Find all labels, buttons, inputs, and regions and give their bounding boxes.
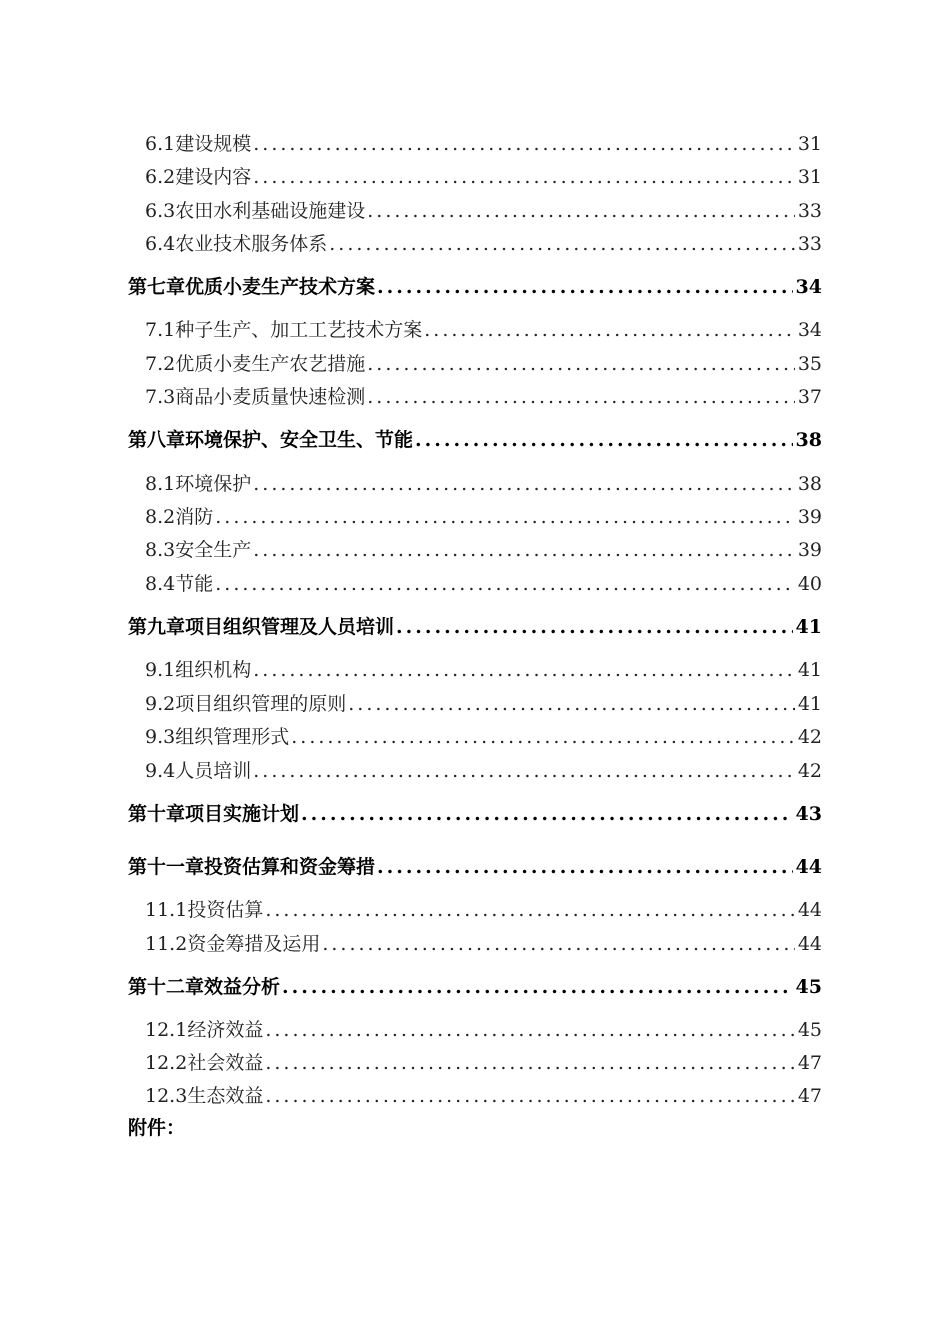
toc-section-entry[interactable] <box>145 569 822 595</box>
toc-entry-page: 33 <box>797 233 822 255</box>
toc-entry-number: 12.2 <box>145 1052 188 1074</box>
toc-entry-page: 44 <box>797 899 822 921</box>
toc-entry-number: 7.1 <box>145 319 176 341</box>
toc-leader-dots <box>291 726 795 748</box>
toc-entry-title: 项目组织管理及人员培训 <box>185 616 395 638</box>
toc-entry-number: 9.1 <box>145 659 176 681</box>
toc-entry-page: 44 <box>795 856 822 878</box>
toc-entry-page: 31 <box>797 166 822 188</box>
toc-entry-title: 项目组织管理的原则 <box>175 693 347 715</box>
toc-leader-dots <box>253 133 795 155</box>
toc-entry-page: 43 <box>795 803 822 825</box>
toc-entry-title: 投资估算和资金筹措 <box>204 856 376 878</box>
toc-leader-dots <box>265 1019 794 1041</box>
toc-entry-number: 9.3 <box>145 726 176 748</box>
toc-leader-dots <box>322 933 794 955</box>
toc-entry-title: 环境保护 <box>175 473 252 495</box>
toc-entry-title: 环境保护、安全卫生、节能 <box>185 429 414 451</box>
toc-entry-title: 商品小麦质量快速检测 <box>175 386 366 408</box>
toc-entry-title: 人员培训 <box>175 760 252 782</box>
toc-chapter-entry[interactable] <box>128 972 822 998</box>
toc-chapter-entry[interactable] <box>128 272 822 298</box>
toc-section-entry[interactable] <box>145 162 822 188</box>
toc-leader-dots <box>396 616 793 638</box>
toc-entry-number: 第七章 <box>128 276 186 298</box>
toc-section-entry[interactable] <box>145 196 822 222</box>
toc-entry-number: 8.3 <box>145 539 176 561</box>
toc-entry-title: 效益分析 <box>204 976 281 998</box>
toc-section-entry[interactable] <box>145 929 822 955</box>
toc-entry-number: 第十二章 <box>128 976 205 998</box>
toc-leader-dots <box>253 659 795 681</box>
toc-leader-dots <box>367 386 795 408</box>
toc-entry-title: 农田水利基础设施建设 <box>175 200 366 222</box>
toc-entry-page: 34 <box>797 319 822 341</box>
toc-chapter-entry[interactable] <box>128 852 822 878</box>
toc-entry-page: 44 <box>797 933 822 955</box>
toc-section-entry[interactable] <box>145 229 822 255</box>
toc-entry-title: 资金筹措及运用 <box>187 933 321 955</box>
toc-entry-title: 组织机构 <box>175 659 252 681</box>
toc-entry-number: 9.2 <box>145 693 176 715</box>
toc-entry-page: 38 <box>795 429 822 451</box>
toc-entry-title: 优质小麦生产技术方案 <box>185 276 376 298</box>
toc-leader-dots <box>329 233 795 255</box>
toc-entry-number: 第十章 <box>128 803 186 825</box>
toc-entry-title: 种子生产、加工工艺技术方案 <box>175 319 423 341</box>
toc-entry-page: 45 <box>797 1019 822 1041</box>
toc-entry-title: 农业技术服务体系 <box>175 233 328 255</box>
toc-leader-dots <box>253 760 795 782</box>
toc-leader-dots <box>253 166 795 188</box>
toc-entry-title: 项目实施计划 <box>185 803 300 825</box>
toc-entry-page: 37 <box>797 386 822 408</box>
toc-section-entry[interactable] <box>145 535 822 561</box>
toc-entry-number: 第九章 <box>128 616 186 638</box>
toc-entry-number: 9.4 <box>145 760 176 782</box>
toc-entry-title: 安全生产 <box>175 539 252 561</box>
toc-chapter-entry[interactable] <box>128 612 822 638</box>
toc-entry-number: 11.2 <box>145 933 188 955</box>
toc-section-entry[interactable] <box>145 315 822 341</box>
toc-entry-number: 12.1 <box>145 1019 188 1041</box>
toc-section-entry[interactable] <box>145 349 822 375</box>
toc-entry-title: 经济效益 <box>187 1019 264 1041</box>
toc-entry-page: 39 <box>797 539 822 561</box>
toc-entry-number: 12.3 <box>145 1085 188 1107</box>
toc-entry-page: 35 <box>797 353 822 375</box>
toc-entry-title: 消防 <box>175 506 214 528</box>
toc-section-entry[interactable] <box>145 1015 822 1041</box>
appendix-label: 附件： <box>128 1117 186 1139</box>
toc-entry-page: 38 <box>797 473 822 495</box>
toc-leader-dots <box>301 803 793 825</box>
toc-entry-number: 6.1 <box>145 133 176 155</box>
toc-entry-title: 优质小麦生产农艺措施 <box>175 353 366 375</box>
toc-entry-title: 建设内容 <box>175 166 252 188</box>
toc-entry-number: 6.3 <box>145 200 176 222</box>
toc-entry-number: 7.3 <box>145 386 176 408</box>
toc-leader-dots <box>265 1052 794 1074</box>
toc-leader-dots <box>348 693 795 715</box>
toc-entry-page: 47 <box>797 1052 822 1074</box>
toc-section-entry[interactable] <box>145 502 822 528</box>
toc-entry-number: 7.2 <box>145 353 176 375</box>
toc-entry-title: 节能 <box>175 573 214 595</box>
toc-entry-number: 8.1 <box>145 473 176 495</box>
toc-entry-page: 42 <box>797 760 822 782</box>
toc-entry-page: 41 <box>797 659 822 681</box>
toc-entry-number: 6.4 <box>145 233 176 255</box>
toc-leader-dots <box>215 573 795 595</box>
toc-leader-dots <box>215 506 795 528</box>
toc-section-entry[interactable] <box>145 129 822 155</box>
toc-entry-page: 34 <box>795 276 822 298</box>
toc-entry-page: 41 <box>795 616 822 638</box>
toc-section-entry[interactable] <box>145 469 822 495</box>
toc-chapter-entry[interactable] <box>128 425 822 451</box>
toc-leader-dots <box>377 856 793 878</box>
toc-leader-dots <box>253 473 795 495</box>
toc-entry-page: 47 <box>797 1085 822 1107</box>
toc-entry-number: 第十一章 <box>128 856 205 878</box>
toc-entry-page: 33 <box>797 200 822 222</box>
toc-leader-dots <box>415 429 793 451</box>
toc-leader-dots <box>377 276 793 298</box>
toc-section-entry[interactable] <box>145 655 822 681</box>
toc-section-entry[interactable] <box>145 689 822 715</box>
toc-entry-page: 39 <box>797 506 822 528</box>
toc-entry-page: 41 <box>797 693 822 715</box>
toc-leader-dots <box>265 1085 794 1107</box>
toc-entry-title: 组织管理形式 <box>175 726 290 748</box>
toc-entry-title: 投资估算 <box>187 899 264 921</box>
toc-section-entry[interactable] <box>145 1081 822 1107</box>
toc-entry-number: 8.4 <box>145 573 176 595</box>
toc-entry-number: 6.2 <box>145 166 176 188</box>
toc-entry-page: 40 <box>797 573 822 595</box>
toc-entry-page: 31 <box>797 133 822 155</box>
toc-section-entry[interactable] <box>145 382 822 408</box>
toc-chapter-entry[interactable] <box>128 799 822 825</box>
toc-entry-title: 生态效益 <box>187 1085 264 1107</box>
toc-leader-dots <box>424 319 795 341</box>
toc-leader-dots <box>282 976 793 998</box>
toc-leader-dots <box>265 899 794 921</box>
toc-section-entry[interactable] <box>145 1048 822 1074</box>
toc-leader-dots <box>253 539 795 561</box>
toc-entry-page: 45 <box>795 976 822 998</box>
toc-entry-title: 建设规模 <box>175 133 252 155</box>
toc-section-entry[interactable] <box>145 756 822 782</box>
toc-leader-dots <box>367 200 795 222</box>
toc-section-entry[interactable] <box>145 895 822 921</box>
toc-entry-title: 社会效益 <box>187 1052 264 1074</box>
toc-entry-number: 第八章 <box>128 429 186 451</box>
toc-section-entry[interactable] <box>145 722 822 748</box>
toc-leader-dots <box>367 353 795 375</box>
toc-entry-number: 8.2 <box>145 506 176 528</box>
toc-entry-page: 42 <box>797 726 822 748</box>
toc-entry-number: 11.1 <box>145 899 188 921</box>
